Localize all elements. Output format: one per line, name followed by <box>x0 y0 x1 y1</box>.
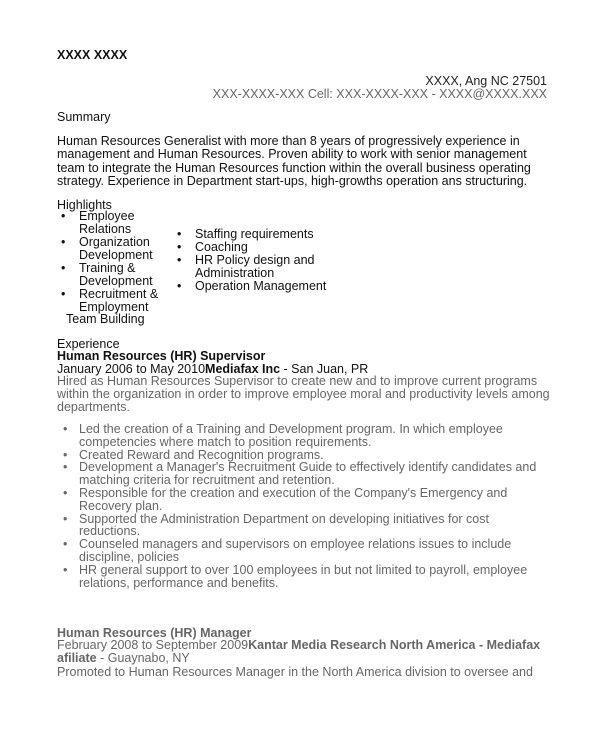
bullet-icon: • <box>63 447 68 462</box>
list-item: • Organization Development <box>61 235 153 262</box>
highlight-extra: Team Building <box>66 312 145 326</box>
job-title: Human Resources (HR) Manager <box>57 626 252 640</box>
list-item: • Counseled managers and supervisors on employee relations issues to include discipline, policies <box>63 537 512 564</box>
bullet-icon: • <box>177 279 182 293</box>
candidate-name: XXXX XXXX <box>57 48 128 62</box>
highlights-list-left <box>58 210 170 314</box>
list-item: • Operation Management <box>177 279 327 293</box>
list-item: • Staffing requirements <box>177 227 314 241</box>
list-item: • Recruitment & Employment <box>61 287 159 314</box>
list-item: • Responsible for the creation and execution of the Company's Emergency and Recovery plan. <box>63 485 508 513</box>
job-location: - Guaynabo, NY <box>96 650 190 665</box>
list-item: • Coaching <box>177 240 248 254</box>
job-description: Hired as Human Resources Supervisor to create new and to improve current programs within the organization in order to improve employee moral and productivity levels among departments. <box>57 374 550 414</box>
job-duties-list <box>63 423 543 589</box>
bullet-icon: • <box>177 253 182 267</box>
job-dates: February 2008 to September 2009 <box>57 638 249 652</box>
summary-heading: Summary <box>57 110 111 124</box>
list-item: • Led the creation of a Training and Development program. In which employee competencies where match to position requirements. <box>63 422 503 449</box>
list-item: • Supported the Administration Department on developing initiatives for cost reductions. <box>63 511 489 539</box>
bullet-icon: • <box>177 227 182 241</box>
bullet-icon: • <box>63 485 68 500</box>
highlights-heading: Highlights <box>57 198 112 212</box>
bullet-icon: • <box>61 209 66 223</box>
job-title: Human Resources (HR) Supervisor <box>57 349 266 363</box>
job-dates: January 2006 to May 2010 <box>57 362 206 376</box>
list-item: • Training & Development <box>61 261 153 288</box>
experience-heading: Experience <box>57 337 120 351</box>
company-name: Mediafax Inc <box>205 362 281 376</box>
bullet-icon: • <box>63 511 68 526</box>
contact-info: XXX-XXXX-XXX Cell: XXX-XXXX-XXX - XXXX@XXXX.XXX <box>212 87 547 101</box>
company-name: Kantar Media Research North America - Mediafax afiliate <box>57 638 541 665</box>
list-item: • HR general support to over 100 employees in but not limited to payroll, employee relations, performance and benefits. <box>63 562 528 590</box>
list-item: • HR Policy design and Administration <box>177 253 315 280</box>
list-item: • Employee Relations <box>61 209 135 236</box>
address: XXXX, Ang NC 27501 <box>425 74 547 88</box>
job-description: Promoted to Human Resources Manager in the North America division to oversee and <box>57 665 533 679</box>
list-item: • Created Reward and Recognition programs. <box>63 447 324 462</box>
bullet-icon: • <box>177 240 182 254</box>
list-item: • Development a Manager's Recruitment Guide to effectively identify candidates and matching criteria for recruitment and retention. <box>63 460 537 488</box>
bullet-icon: • <box>63 460 68 475</box>
bullet-icon: • <box>63 562 68 577</box>
bullet-icon: • <box>61 261 66 275</box>
summary-text: Human Resources Generalist with more than 8 years of progressively experience in management and Human Resources. Proven ability to work with senior management team to integrate the Human Resources function within the overall business operating strategy. Experience in Department start-ups, high-growths operation ans structuring. <box>57 134 531 189</box>
bullet-icon: • <box>61 235 66 249</box>
highlights-list-right <box>174 228 334 293</box>
bullet-icon: • <box>61 287 66 301</box>
job-dates-line <box>57 639 557 665</box>
bullet-icon: • <box>63 422 68 436</box>
job-location: - San Juan, PR <box>280 362 369 376</box>
bullet-icon: • <box>63 537 68 552</box>
